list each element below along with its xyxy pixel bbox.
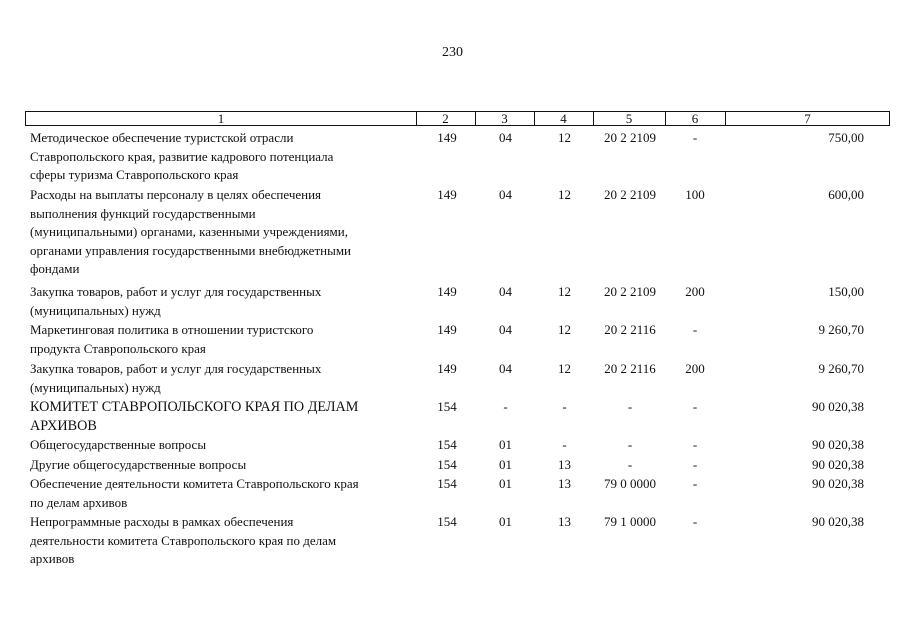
- row-col-5: 20 2 2109: [604, 130, 656, 145]
- row-col-2: 149: [437, 322, 457, 337]
- row-col-2: 149: [437, 361, 457, 376]
- row-name-line: Маркетинговая политика в отношении туристского: [30, 322, 314, 337]
- row-col-3: 01: [499, 437, 512, 452]
- row-col-2: 154: [437, 399, 457, 414]
- row-col-3: -: [503, 399, 508, 414]
- row-col-6: -: [692, 476, 698, 491]
- row-col-7: 90 020,38: [812, 437, 864, 452]
- row-col-6: -: [692, 514, 698, 529]
- row-col-6: -: [692, 130, 698, 145]
- row-col-5: 20 2 2109: [604, 187, 656, 202]
- row-col-5: -: [627, 437, 633, 452]
- row-name-line: деятельности комитета Ставропольского края по делам: [30, 532, 337, 548]
- row-name: [30, 436, 420, 455]
- row-col-7: 90 020,38: [812, 476, 864, 491]
- row-col-7: 90 020,38: [812, 514, 864, 529]
- row-col-3: 01: [499, 457, 512, 472]
- row-col-4: 12: [558, 361, 571, 376]
- row-col-6: 200: [685, 284, 705, 299]
- row-col-6: -: [692, 322, 698, 337]
- row-name: [30, 283, 420, 320]
- row-col-3: 04: [499, 322, 512, 337]
- row-col-4: 13: [558, 457, 571, 472]
- row-col-5: -: [627, 399, 633, 414]
- row-col-6: -: [692, 399, 698, 414]
- page-number: 230: [442, 45, 463, 60]
- row-name: [30, 186, 420, 279]
- row-col-7: 90 020,38: [812, 457, 864, 472]
- row-name: [30, 513, 420, 569]
- row-name-line: по делам архивов: [30, 494, 128, 510]
- row-col-3: 01: [499, 476, 512, 491]
- header-col-7: 7: [804, 111, 811, 126]
- row-col-3: 04: [499, 361, 512, 376]
- row-name-line: Закупка товаров, работ и услуг для государственных: [30, 361, 322, 376]
- row-name-line: Методическое обеспечение туристской отрасли: [30, 130, 294, 145]
- row-name-line: Непрограммные расходы в рамках обеспечения: [30, 514, 294, 529]
- header-col-2: 2: [442, 111, 449, 126]
- row-col-7: 90 020,38: [812, 399, 864, 414]
- table-header: [25, 111, 890, 126]
- row-name-line: фондами: [30, 261, 80, 276]
- row-name-line: КОМИТЕТ СТАВРОПОЛЬСКОГО КРАЯ ПО ДЕЛАМ: [30, 399, 359, 415]
- row-col-4: 12: [558, 322, 571, 337]
- header-col-6: 6: [691, 111, 699, 126]
- row-col-7: 600,00: [828, 187, 864, 202]
- row-col-2: 154: [437, 457, 457, 472]
- row-name: [30, 321, 420, 358]
- row-name-line: Обеспечение деятельности комитета Ставропольского края: [30, 476, 359, 491]
- row-name-line: (муниципальных) нужд: [30, 302, 161, 318]
- row-col-3: 01: [499, 514, 512, 529]
- row-col-5: -: [627, 457, 633, 472]
- row-name-line: Ставропольского края, развитие кадрового потенциала: [30, 148, 334, 164]
- row-name: [30, 398, 420, 435]
- row-name-line: архивов: [30, 551, 75, 566]
- row-name-line: (муниципальными) органами, казенными учреждениями,: [30, 224, 348, 239]
- row-col-6: 100: [685, 187, 705, 202]
- row-name-line: Расходы на выплаты персоналу в целях обеспечения: [30, 187, 322, 202]
- row-name: [30, 456, 420, 475]
- row-name: [30, 360, 420, 397]
- row-name-line: сферы туризма Ставропольского края: [30, 167, 239, 182]
- header-col-1: 1: [217, 111, 225, 126]
- row-col-2: 149: [437, 284, 457, 299]
- row-col-3: 04: [499, 130, 512, 145]
- row-name-line: Общегосударственные вопросы: [30, 437, 207, 452]
- row-col-4: 13: [558, 514, 571, 529]
- header-col-4: 4: [560, 111, 567, 126]
- row-col-7: 9 260,70: [818, 322, 864, 337]
- row-col-2: 149: [437, 187, 457, 202]
- row-col-5: 79 0 0000: [604, 476, 656, 491]
- row-name-line: Закупка товаров, работ и услуг для государственных: [30, 284, 322, 299]
- row-col-3: 04: [499, 284, 512, 299]
- row-col-2: 154: [437, 514, 457, 529]
- row-col-2: 154: [437, 437, 457, 452]
- row-name-line: Другие общегосударственные вопросы: [30, 457, 247, 472]
- row-name-line: АРХИВОВ: [30, 417, 97, 434]
- row-name-line: (муниципальных) нужд: [30, 379, 161, 395]
- row-col-4: 12: [558, 284, 571, 299]
- row-name-line: продукта Ставропольского края: [30, 340, 206, 356]
- row-col-4: -: [562, 399, 567, 414]
- header-col-3: 3: [501, 111, 508, 126]
- row-col-7: 9 260,70: [818, 361, 864, 376]
- row-col-2: 154: [437, 476, 457, 491]
- row-col-4: 12: [558, 187, 571, 202]
- row-name-line: выполнения функций государственными: [30, 205, 256, 221]
- row-name: [30, 129, 420, 185]
- row-col-6: 200: [685, 361, 705, 376]
- row-col-5: 20 2 2116: [604, 322, 656, 337]
- row-col-7: 150,00: [828, 284, 864, 299]
- row-col-3: 04: [499, 187, 512, 202]
- header-col-5: 5: [625, 111, 633, 126]
- row-col-6: -: [692, 457, 698, 472]
- row-name-line: органами управления государственными внебюджетными: [30, 242, 352, 258]
- row-col-5: 20 2 2116: [604, 361, 656, 376]
- row-col-4: -: [562, 437, 567, 452]
- row-col-6: -: [692, 437, 698, 452]
- row-col-5: 20 2 2109: [604, 284, 656, 299]
- row-col-4: 12: [558, 130, 571, 145]
- row-col-2: 149: [437, 130, 457, 145]
- row-name: [30, 475, 420, 512]
- row-col-5: 79 1 0000: [604, 514, 656, 529]
- row-col-7: 750,00: [828, 130, 864, 145]
- row-col-4: 13: [558, 476, 571, 491]
